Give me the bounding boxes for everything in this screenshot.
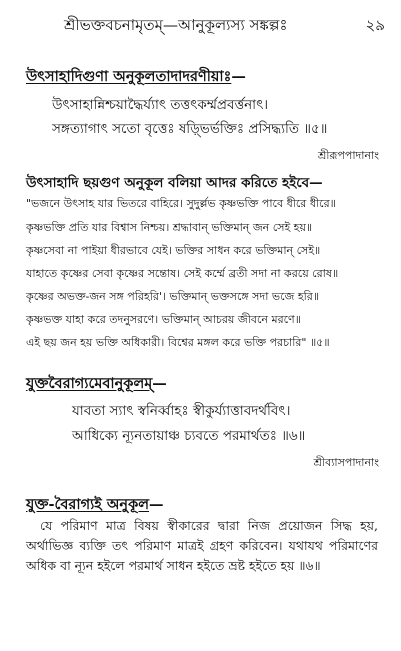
section1-heading [26, 66, 246, 90]
section3-verse-line2: আধিক্যে ন্যূনতায়াঞ্চ চ্যবতে পরমার্থতঃ ॥৬॥ [72, 428, 306, 444]
section4-paragraph: যে পরিমাণ মাত্র বিষয় স্বীকারের দ্বারা নিজ প্রয়োজন সিদ্ধ হয়, অর্থাভিজ্ঞ ব্যক্তি তৎ পরিমাণ মাত্রই গ্রহণ করিবেন। যথাযথ পরিমাণের অধিক বা ন্যূন হইলে পরমার্থ সাধন হইতে ভ্রষ্ট হইতে হয় ॥৬॥ [26, 518, 378, 573]
section2-line-4: যাহাতে কৃষ্ণের সেবা কৃষ্ণের সন্তোষ। সেই কর্ম্মে ব্রতী সদা না করয়ে রোষ॥ [26, 267, 339, 280]
page-number: ২৯ [365, 16, 385, 34]
section2-line-2: কৃষ্ণভক্তি প্রতি যার বিশ্বাস নিশ্চয়। শ্রদ্ধাবান্ ভক্তিমান্ জন সেই হয়॥ [26, 221, 313, 234]
section3-attribution: শ্রীব্যাসপাদানাং [313, 456, 379, 469]
section2-line-1: "ভজনে উৎসাহ যার ভিতরে বাহিরে। সুদুর্ল্লভ কৃষ্ণভক্তি পাবে ধীরে ধীরে॥ [26, 197, 336, 210]
section2-heading: উৎসাহাদি ছয়গুণ অনুকূল বলিয়া আদর করিতে হইবে— [26, 175, 323, 191]
section3-verse-line1: যাবতা স্যাৎ স্বনির্ব্বাহঃ স্বীকুর্য্যাত্তাবদর্থবিৎ। [72, 403, 291, 419]
section2-line-5: কৃষ্ণের অভক্ত-জন সঙ্গ পরিহরি'। ভক্তিমান্ ভক্তসঙ্গে সদা ভজে হরি॥ [26, 290, 320, 303]
section4-heading-text: যুক্ত-বৈরাগ্যই অনুকূল [26, 496, 150, 513]
section3-heading [26, 373, 167, 397]
section4-heading [26, 494, 164, 518]
section2-line-6: কৃষ্ণভক্ত যাহা করে তদনুসরণে। ভক্তিমান্ আচরয় জীবনে মরণে॥ [26, 313, 301, 326]
section1-heading-dash: — [231, 68, 246, 85]
section1-heading-text: উৎসাহাদিগুণা অনুকূলতাদাদরণীয়াঃ [26, 68, 232, 85]
section3-heading-text: যুক্তবৈরাগ্যমেবানুকূলম্ [26, 375, 153, 392]
page-title: শ্রীভক্তবচনামৃতম্—আনুকূল্যস্য সঙ্কল্পঃ [64, 16, 288, 34]
section1-attribution: শ্রীরূপপাদানাং [317, 149, 379, 162]
section1-verse-line2: সঙ্গত্যাগাৎ সতো বৃত্তেঃ ষড়্ভির্ভক্তিঃ প্রসিদ্ধ্যতি ॥৫॥ [52, 121, 328, 137]
section3-heading-dash: — [152, 375, 167, 392]
page-header [64, 14, 385, 34]
section2-line-3: কৃষ্ণসেবা না পাইয়া ধীরভাবে যেই। ভক্তির সাধন করে ভক্তিমান্ সেই॥ [26, 244, 321, 257]
section1-verse-line1: উৎসাহান্নিশ্চয়াদ্ধৈর্য্যাৎ তত্তৎকর্ম্মপ্রবর্ত্তনাৎ। [52, 97, 269, 113]
section2-line-7: এই ছয় জন হয় ভক্তি অধিকারী। বিশ্বের মঙ্গল করে ভক্তি পরচারি" ॥৫॥ [26, 336, 330, 349]
section4-heading-dash: — [149, 496, 164, 513]
